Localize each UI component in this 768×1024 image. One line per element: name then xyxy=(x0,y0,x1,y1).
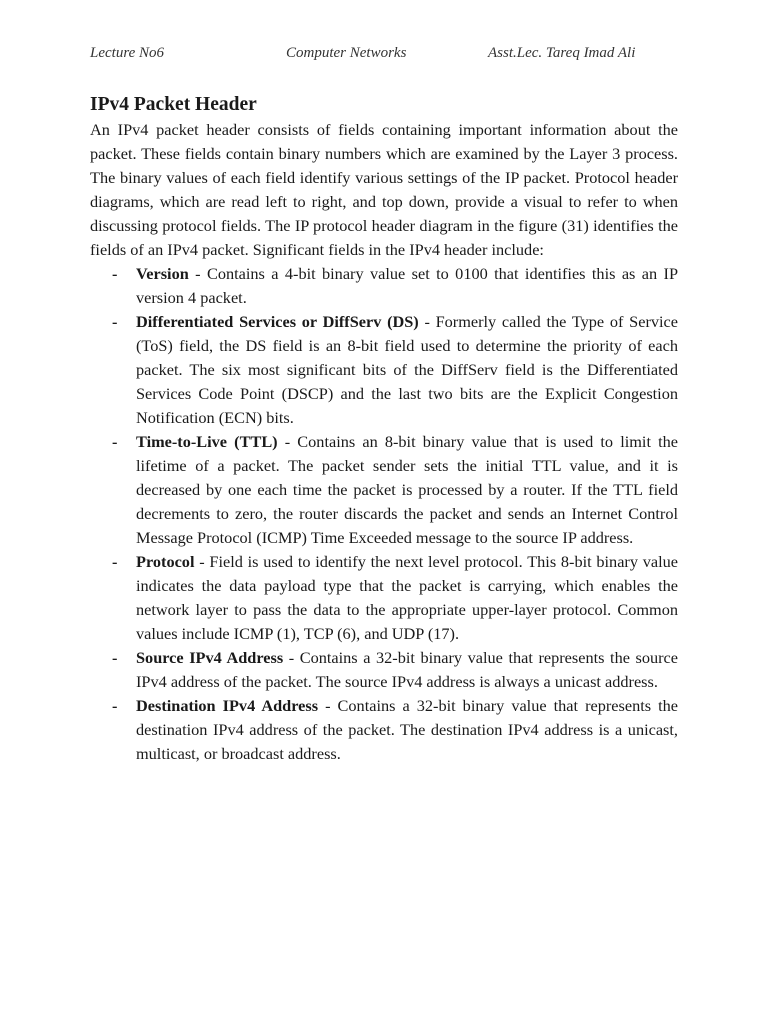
list-item-destination-address xyxy=(90,694,678,766)
field-description: - Contains an 8-bit binary value that is used to limit the lifetime of a packet. The packet sender sets the initial TTL value, and it is decreased by one each time the packet is processed by a router. If the TTL field decrements to zero, the router discards the packet and sends an Internet Control Message Protocol (ICMP) Time Exceeded message to the source IP address. xyxy=(136,432,678,547)
list-bullet: - xyxy=(112,648,118,667)
field-term: Source IPv4 Address xyxy=(136,648,284,667)
field-term: Differentiated Services or DiffServ (DS) xyxy=(136,312,419,331)
section-title: IPv4 Packet Header xyxy=(90,94,257,115)
list-bullet: - xyxy=(112,552,118,571)
list-bullet: - xyxy=(112,432,118,451)
list-item-version xyxy=(90,262,678,310)
intro-paragraph: An IPv4 packet header consists of fields containing important information about the packet. These fields contain binary numbers which are examined by the Layer 3 process. The binary values of each field identify various settings of the IP packet. Protocol header diagrams, which are read left to right, and top down, provide a visual to refer to when discussing protocol fields. The IP protocol header diagram in the figure (31) identifies the fields of an IPv4 packet. Significant fields in the IPv4 header include: xyxy=(90,120,678,259)
field-description: - Contains a 32-bit binary value that represents the destination IPv4 address of the packet. The destination IPv4 address is a unicast, multicast, or broadcast address. xyxy=(136,696,678,763)
field-list xyxy=(90,262,678,766)
list-bullet: - xyxy=(112,696,118,715)
field-term: Destination IPv4 Address xyxy=(136,696,319,715)
header-lecture: Lecture No6 xyxy=(90,45,165,61)
list-item-ttl xyxy=(90,430,678,550)
field-term: Time-to-Live (TTL) xyxy=(136,432,278,451)
list-bullet: - xyxy=(112,264,118,283)
field-description: - Contains a 4-bit binary value set to 0100 that identifies this as an IP version 4 packet. xyxy=(136,264,678,307)
page-content xyxy=(90,93,678,766)
list-item-diffserv xyxy=(90,310,678,430)
list-item-source-address xyxy=(90,646,678,694)
field-term: Protocol xyxy=(136,552,195,571)
list-bullet: - xyxy=(112,312,118,331)
field-description: - Field is used to identify the next level protocol. This 8-bit binary value indicates the data payload type that the packet is carrying, which enables the network layer to pass the data to the appropriate upper-layer protocol. Common values include ICMP (1), TCP (6), and UDP (17). xyxy=(136,552,678,643)
header-author: Asst.Lec. Tareq Imad Ali xyxy=(488,45,636,61)
header-course: Computer Networks xyxy=(286,45,407,61)
field-description: - Contains a 32-bit binary value that represents the source IPv4 address of the packet. The source IPv4 address is always a unicast address. xyxy=(136,648,679,691)
field-description: - Formerly called the Type of Service (ToS) field, the DS field is an 8-bit field used to determine the priority of each packet. The six most significant bits of the DiffServ field is the Differentiated Services Code Point (DSCP) and the last two bits are the Explicit Congestion Notification (ECN) bits. xyxy=(136,312,678,427)
list-item-protocol xyxy=(90,550,678,646)
field-term: Version xyxy=(136,264,189,283)
